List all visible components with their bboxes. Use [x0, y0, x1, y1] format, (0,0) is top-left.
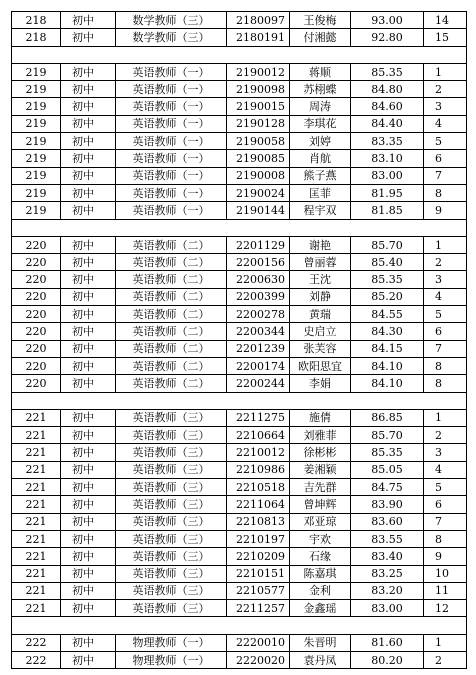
table-row	[12, 582, 467, 599]
post-code-cell: 221	[12, 548, 61, 565]
table-row	[12, 340, 467, 357]
candidate-number-cell: 2180191	[227, 29, 290, 46]
post-code-cell: 220	[12, 323, 61, 340]
rank-cell: 5	[424, 133, 467, 150]
score-cell: 84.40	[351, 115, 424, 132]
candidate-name-cell: 刘静	[290, 288, 351, 305]
candidate-name-cell: 蒋顺	[290, 63, 351, 80]
table-row	[12, 530, 467, 547]
school-level-cell: 初中	[61, 150, 116, 167]
score-cell: 85.05	[351, 461, 424, 478]
candidate-name-cell: 施倩	[290, 409, 351, 426]
score-cell: 83.35	[351, 133, 424, 150]
candidate-name-cell: 张芙容	[290, 340, 351, 357]
score-cell: 84.15	[351, 340, 424, 357]
post-code-cell: 221	[12, 409, 61, 426]
score-cell: 84.80	[351, 81, 424, 98]
candidate-name-cell: 朱晋明	[290, 634, 351, 651]
candidate-number-cell: 2190085	[227, 150, 290, 167]
candidate-name-cell: 曾坤辉	[290, 496, 351, 513]
school-level-cell: 初中	[61, 409, 116, 426]
rank-cell: 10	[424, 565, 467, 582]
post-name-cell: 英语教师（一）	[116, 150, 227, 167]
post-name-cell: 英语教师（三）	[116, 427, 227, 444]
score-cell: 85.35	[351, 271, 424, 288]
candidate-name-cell: 陈嘉琪	[290, 565, 351, 582]
post-name-cell: 物理教师（一）	[116, 651, 227, 668]
post-code-cell: 220	[12, 254, 61, 271]
school-level-cell: 初中	[61, 167, 116, 184]
candidate-number-cell: 2211275	[227, 409, 290, 426]
school-level-cell: 初中	[61, 357, 116, 374]
post-name-cell: 数学教师（三）	[116, 29, 227, 46]
candidate-number-cell: 2211064	[227, 496, 290, 513]
post-code-cell: 219	[12, 150, 61, 167]
candidate-number-cell: 2200278	[227, 306, 290, 323]
score-cell: 85.20	[351, 288, 424, 305]
school-level-cell: 初中	[61, 306, 116, 323]
post-code-cell: 221	[12, 565, 61, 582]
rank-cell: 3	[424, 98, 467, 115]
rank-cell: 4	[424, 461, 467, 478]
score-cell: 81.60	[351, 634, 424, 651]
post-name-cell: 英语教师（二）	[116, 271, 227, 288]
rank-cell: 2	[424, 254, 467, 271]
table-row	[12, 513, 467, 530]
candidate-number-cell: 2210151	[227, 565, 290, 582]
candidate-number-cell: 2190015	[227, 98, 290, 115]
candidate-number-cell: 2210518	[227, 479, 290, 496]
group-separator-row	[12, 617, 467, 634]
table-row	[12, 461, 467, 478]
candidate-name-cell: 欧阳思宜	[290, 357, 351, 374]
post-name-cell: 英语教师（二）	[116, 306, 227, 323]
candidate-name-cell: 刘婷	[290, 133, 351, 150]
rank-cell: 1	[424, 409, 467, 426]
rank-cell: 4	[424, 115, 467, 132]
candidate-number-cell: 2210813	[227, 513, 290, 530]
table-row	[12, 409, 467, 426]
post-name-cell: 英语教师（三）	[116, 582, 227, 599]
candidate-name-cell: 宇欢	[290, 530, 351, 547]
post-name-cell: 英语教师（二）	[116, 340, 227, 357]
candidate-number-cell: 2210664	[227, 427, 290, 444]
school-level-cell: 初中	[61, 634, 116, 651]
post-code-cell: 219	[12, 63, 61, 80]
post-code-cell: 221	[12, 461, 61, 478]
post-code-cell: 218	[12, 29, 61, 46]
rank-cell: 2	[424, 427, 467, 444]
candidate-name-cell: 李琪花	[290, 115, 351, 132]
candidate-number-cell: 2201129	[227, 236, 290, 253]
candidate-name-cell: 吉先群	[290, 479, 351, 496]
rank-cell: 4	[424, 288, 467, 305]
table-row	[12, 254, 467, 271]
rank-cell: 1	[424, 634, 467, 651]
table-row	[12, 479, 467, 496]
post-code-cell: 219	[12, 81, 61, 98]
candidate-number-cell: 2210209	[227, 548, 290, 565]
candidate-name-cell: 程宇双	[290, 202, 351, 219]
score-cell: 83.00	[351, 167, 424, 184]
school-level-cell: 初中	[61, 202, 116, 219]
post-code-cell: 220	[12, 340, 61, 357]
table-row	[12, 150, 467, 167]
post-code-cell: 219	[12, 184, 61, 201]
table-row	[12, 288, 467, 305]
candidate-name-cell: 李娟	[290, 375, 351, 392]
post-name-cell: 英语教师（三）	[116, 530, 227, 547]
candidate-number-cell: 2220020	[227, 651, 290, 668]
table-row	[12, 565, 467, 582]
post-code-cell: 220	[12, 288, 61, 305]
table-row	[12, 63, 467, 80]
candidate-name-cell: 王沈	[290, 271, 351, 288]
school-level-cell: 初中	[61, 444, 116, 461]
table-row	[12, 81, 467, 98]
score-cell: 83.20	[351, 582, 424, 599]
rank-cell: 12	[424, 600, 467, 617]
post-code-cell: 221	[12, 513, 61, 530]
school-level-cell: 初中	[61, 600, 116, 617]
post-code-cell: 220	[12, 306, 61, 323]
candidate-number-cell: 2190128	[227, 115, 290, 132]
post-name-cell: 英语教师（三）	[116, 444, 227, 461]
post-code-cell: 221	[12, 600, 61, 617]
score-cell: 81.95	[351, 184, 424, 201]
candidate-number-cell: 2180097	[227, 12, 290, 29]
results-table	[11, 11, 467, 669]
candidate-number-cell: 2200174	[227, 357, 290, 374]
rank-cell: 11	[424, 582, 467, 599]
score-cell: 83.60	[351, 513, 424, 530]
candidate-name-cell: 史启立	[290, 323, 351, 340]
post-code-cell: 221	[12, 479, 61, 496]
post-name-cell: 英语教师（三）	[116, 513, 227, 530]
score-cell: 85.35	[351, 444, 424, 461]
rank-cell: 8	[424, 530, 467, 547]
school-level-cell: 初中	[61, 98, 116, 115]
post-code-cell: 220	[12, 357, 61, 374]
candidate-number-cell: 2190012	[227, 63, 290, 80]
post-name-cell: 英语教师（一）	[116, 202, 227, 219]
school-level-cell: 初中	[61, 29, 116, 46]
score-cell: 85.70	[351, 236, 424, 253]
table-row	[12, 427, 467, 444]
candidate-name-cell: 徐彬彬	[290, 444, 351, 461]
table-row	[12, 357, 467, 374]
post-name-cell: 英语教师（一）	[116, 184, 227, 201]
score-cell: 83.90	[351, 496, 424, 513]
post-name-cell: 英语教师（三）	[116, 600, 227, 617]
school-level-cell: 初中	[61, 565, 116, 582]
group-separator-row	[12, 392, 467, 409]
post-name-cell: 英语教师（一）	[116, 81, 227, 98]
score-cell: 84.10	[351, 375, 424, 392]
score-cell: 83.55	[351, 530, 424, 547]
school-level-cell: 初中	[61, 427, 116, 444]
table-row	[12, 651, 467, 668]
school-level-cell: 初中	[61, 184, 116, 201]
post-name-cell: 英语教师（一）	[116, 98, 227, 115]
post-name-cell: 英语教师（一）	[116, 115, 227, 132]
candidate-number-cell: 2210986	[227, 461, 290, 478]
table-row	[12, 444, 467, 461]
post-code-cell: 222	[12, 634, 61, 651]
post-name-cell: 英语教师（一）	[116, 167, 227, 184]
candidate-name-cell: 黄瑞	[290, 306, 351, 323]
rank-cell: 6	[424, 150, 467, 167]
post-code-cell: 220	[12, 236, 61, 253]
table-row	[12, 236, 467, 253]
candidate-number-cell: 2190058	[227, 133, 290, 150]
group-separator-cell	[12, 46, 467, 63]
rank-cell: 5	[424, 306, 467, 323]
post-code-cell: 221	[12, 530, 61, 547]
post-name-cell: 英语教师（三）	[116, 496, 227, 513]
score-cell: 86.85	[351, 409, 424, 426]
post-name-cell: 英语教师（二）	[116, 357, 227, 374]
rank-cell: 1	[424, 63, 467, 80]
rank-cell: 1	[424, 236, 467, 253]
candidate-name-cell: 曾丽蓉	[290, 254, 351, 271]
post-name-cell: 英语教师（三）	[116, 479, 227, 496]
table-row	[12, 98, 467, 115]
score-cell: 80.20	[351, 651, 424, 668]
table-row	[12, 306, 467, 323]
candidate-number-cell: 2190008	[227, 167, 290, 184]
rank-cell: 2	[424, 651, 467, 668]
candidate-number-cell: 2211257	[227, 600, 290, 617]
school-level-cell: 初中	[61, 340, 116, 357]
candidate-number-cell: 2220010	[227, 634, 290, 651]
candidate-number-cell: 2200630	[227, 271, 290, 288]
candidate-number-cell: 2200244	[227, 375, 290, 392]
score-cell: 83.10	[351, 150, 424, 167]
school-level-cell: 初中	[61, 63, 116, 80]
post-name-cell: 英语教师（三）	[116, 548, 227, 565]
candidate-number-cell: 2201239	[227, 340, 290, 357]
school-level-cell: 初中	[61, 496, 116, 513]
school-level-cell: 初中	[61, 479, 116, 496]
candidate-number-cell: 2210197	[227, 530, 290, 547]
candidate-number-cell: 2190098	[227, 81, 290, 98]
post-name-cell: 英语教师（二）	[116, 323, 227, 340]
school-level-cell: 初中	[61, 81, 116, 98]
rank-cell: 15	[424, 29, 467, 46]
rank-cell: 7	[424, 513, 467, 530]
candidate-name-cell: 姜湘颖	[290, 461, 351, 478]
school-level-cell: 初中	[61, 530, 116, 547]
candidate-name-cell: 金利	[290, 582, 351, 599]
candidate-number-cell: 2210577	[227, 582, 290, 599]
candidate-number-cell: 2210012	[227, 444, 290, 461]
post-code-cell: 222	[12, 651, 61, 668]
school-level-cell: 初中	[61, 651, 116, 668]
group-separator-row	[12, 46, 467, 63]
group-separator-row	[12, 219, 467, 236]
score-cell: 84.30	[351, 323, 424, 340]
post-name-cell: 数学教师（三）	[116, 12, 227, 29]
group-separator-cell	[12, 219, 467, 236]
table-row	[12, 12, 467, 29]
candidate-number-cell: 2190024	[227, 184, 290, 201]
school-level-cell: 初中	[61, 513, 116, 530]
table-row	[12, 496, 467, 513]
table-row	[12, 133, 467, 150]
school-level-cell: 初中	[61, 254, 116, 271]
rank-cell: 9	[424, 548, 467, 565]
post-code-cell: 220	[12, 271, 61, 288]
school-level-cell: 初中	[61, 288, 116, 305]
score-cell: 84.10	[351, 357, 424, 374]
rank-cell: 14	[424, 12, 467, 29]
school-level-cell: 初中	[61, 323, 116, 340]
candidate-name-cell: 刘雅菲	[290, 427, 351, 444]
rank-cell: 6	[424, 323, 467, 340]
score-cell: 93.00	[351, 12, 424, 29]
post-code-cell: 220	[12, 375, 61, 392]
score-cell: 83.25	[351, 565, 424, 582]
post-code-cell: 221	[12, 582, 61, 599]
rank-cell: 5	[424, 479, 467, 496]
post-code-cell: 221	[12, 427, 61, 444]
score-cell: 85.35	[351, 63, 424, 80]
table-row	[12, 167, 467, 184]
table-row	[12, 184, 467, 201]
group-separator-cell	[12, 617, 467, 634]
results-table-body	[12, 12, 467, 669]
score-cell: 84.75	[351, 479, 424, 496]
table-row	[12, 115, 467, 132]
school-level-cell: 初中	[61, 12, 116, 29]
score-cell: 85.70	[351, 427, 424, 444]
rank-cell: 3	[424, 444, 467, 461]
candidate-name-cell: 周涛	[290, 98, 351, 115]
rank-cell: 9	[424, 202, 467, 219]
score-cell: 85.40	[351, 254, 424, 271]
post-name-cell: 英语教师（三）	[116, 461, 227, 478]
post-name-cell: 英语教师（三）	[116, 565, 227, 582]
candidate-name-cell: 匡菲	[290, 184, 351, 201]
table-row	[12, 600, 467, 617]
post-code-cell: 219	[12, 98, 61, 115]
candidate-name-cell: 邓亚琼	[290, 513, 351, 530]
post-name-cell: 英语教师（二）	[116, 236, 227, 253]
table-row	[12, 375, 467, 392]
school-level-cell: 初中	[61, 115, 116, 132]
table-row	[12, 634, 467, 651]
school-level-cell: 初中	[61, 375, 116, 392]
rank-cell: 3	[424, 271, 467, 288]
candidate-name-cell: 王俊梅	[290, 12, 351, 29]
rank-cell: 8	[424, 184, 467, 201]
group-separator-cell	[12, 392, 467, 409]
table-row	[12, 323, 467, 340]
rank-cell: 7	[424, 167, 467, 184]
school-level-cell: 初中	[61, 236, 116, 253]
post-code-cell: 219	[12, 167, 61, 184]
post-code-cell: 219	[12, 202, 61, 219]
candidate-number-cell: 2200344	[227, 323, 290, 340]
post-code-cell: 219	[12, 115, 61, 132]
candidate-name-cell: 熊子燕	[290, 167, 351, 184]
candidate-number-cell: 2190144	[227, 202, 290, 219]
school-level-cell: 初中	[61, 548, 116, 565]
candidate-name-cell: 石缘	[290, 548, 351, 565]
post-name-cell: 英语教师（一）	[116, 63, 227, 80]
post-name-cell: 英语教师（二）	[116, 375, 227, 392]
table-row	[12, 29, 467, 46]
rank-cell: 8	[424, 375, 467, 392]
score-cell: 83.40	[351, 548, 424, 565]
school-level-cell: 初中	[61, 461, 116, 478]
school-level-cell: 初中	[61, 133, 116, 150]
school-level-cell: 初中	[61, 582, 116, 599]
score-cell: 83.00	[351, 600, 424, 617]
score-cell: 84.60	[351, 98, 424, 115]
candidate-name-cell: 袁丹凤	[290, 651, 351, 668]
school-level-cell: 初中	[61, 271, 116, 288]
rank-cell: 8	[424, 357, 467, 374]
candidate-name-cell: 付湘懿	[290, 29, 351, 46]
post-code-cell: 218	[12, 12, 61, 29]
candidate-name-cell: 谢艳	[290, 236, 351, 253]
score-cell: 84.55	[351, 306, 424, 323]
candidate-name-cell: 肖航	[290, 150, 351, 167]
rank-cell: 6	[424, 496, 467, 513]
candidate-number-cell: 2200156	[227, 254, 290, 271]
post-code-cell: 221	[12, 444, 61, 461]
table-row	[12, 548, 467, 565]
post-name-cell: 英语教师（二）	[116, 288, 227, 305]
rank-cell: 2	[424, 81, 467, 98]
candidate-name-cell: 金鑫瑶	[290, 600, 351, 617]
post-name-cell: 英语教师（二）	[116, 254, 227, 271]
table-row	[12, 271, 467, 288]
table-row	[12, 202, 467, 219]
candidate-number-cell: 2200399	[227, 288, 290, 305]
candidate-name-cell: 苏栩蝶	[290, 81, 351, 98]
post-name-cell: 物理教师（一）	[116, 634, 227, 651]
post-code-cell: 219	[12, 133, 61, 150]
score-cell: 92.80	[351, 29, 424, 46]
post-code-cell: 221	[12, 496, 61, 513]
score-cell: 81.85	[351, 202, 424, 219]
rank-cell: 7	[424, 340, 467, 357]
post-name-cell: 英语教师（三）	[116, 409, 227, 426]
post-name-cell: 英语教师（一）	[116, 133, 227, 150]
